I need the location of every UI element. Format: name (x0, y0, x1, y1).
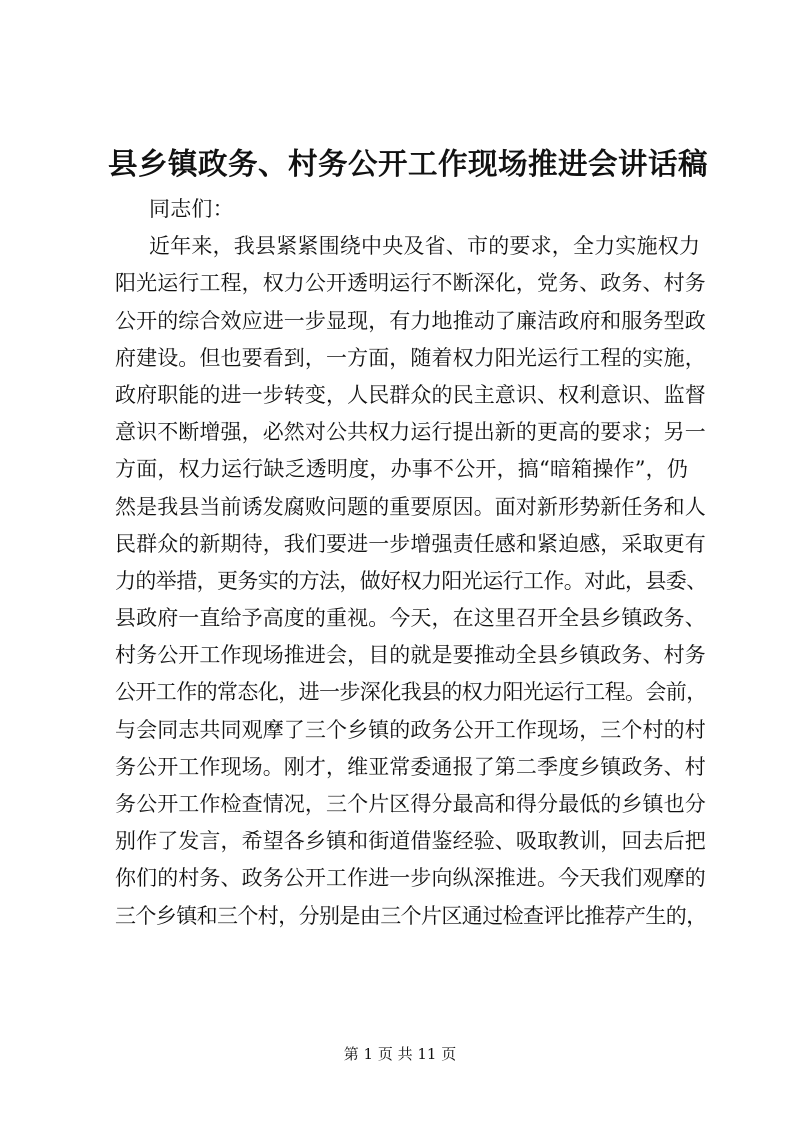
page-footer: 第 1 页 共 11 页 (343, 1045, 457, 1063)
paragraph-line: 民群众的新期待，我们要进一步增强责任感和紧迫感，采取更有 (115, 531, 706, 556)
paragraph-line: 别作了发言，希望各乡镇和街道借鉴经验、吸取教训，回去后把 (115, 829, 706, 854)
paragraph-line: 你们的村务、政务公开工作进一步向纵深推进。今天我们观摩的 (115, 866, 706, 891)
paragraph-line: 府建设。但也要看到，一方面，随着权力阳光运行工程的实施， (115, 345, 706, 370)
paragraph-line: 政府职能的进一步转变，人民群众的民主意识、权利意识、监督 (115, 382, 706, 407)
paragraph-line: 阳光运行工程，权力公开透明运行不断深化，党务、政务、村务 (115, 271, 706, 296)
paragraph-line: 公开的综合效应进一步显现，有力地推动了廉洁政府和服务型政 (115, 308, 706, 333)
paragraph-line: 力的举措，更务实的方法，做好权力阳光运行工作。对此，县委、 (115, 568, 707, 593)
paragraph-line: 务公开工作检查情况，三个片区得分最高和得分最低的乡镇也分 (115, 792, 706, 816)
paragraph-line: 村务公开工作现场推进会，目的就是要推动全县乡镇政务、村务 (115, 643, 706, 668)
document-title: 县乡镇政务、村务公开工作现场推进会讲话稿 (108, 146, 709, 181)
paragraph-line: 县政府一直给予高度的重视。今天，在这里召开全县乡镇政务、 (115, 606, 706, 631)
paragraph-line: 务公开工作现场。刚才，维亚常委通报了第二季度乡镇政务、村 (115, 754, 706, 779)
paragraph-line: 方面，权力运行缺乏透明度，办事不公开，搞“暗箱操作”，仍 (115, 457, 689, 482)
paragraph-line: 三个乡镇和三个村，分别是由三个片区通过检查评比推荐产生的， (115, 903, 707, 928)
paragraph-line: 与会同志共同观摩了三个乡镇的政务公开工作现场，三个村的村 (115, 717, 706, 742)
paragraph-line: 然是我县当前诱发腐败问题的重要原因。面对新形势新任务和人 (115, 494, 706, 519)
paragraph-line: 意识不断增强，必然对公共权力运行提出新的更高的要求；另一 (115, 420, 706, 445)
document-body (115, 191, 707, 935)
paragraph-line: 近年来，我县紧紧围绕中央及省、市的要求，全力实施权力 (149, 234, 701, 259)
paragraph-line: 公开工作的常态化，进一步深化我县的权力阳光运行工程。会前， (115, 680, 707, 705)
salutation-line: 同志们： (149, 197, 234, 221)
